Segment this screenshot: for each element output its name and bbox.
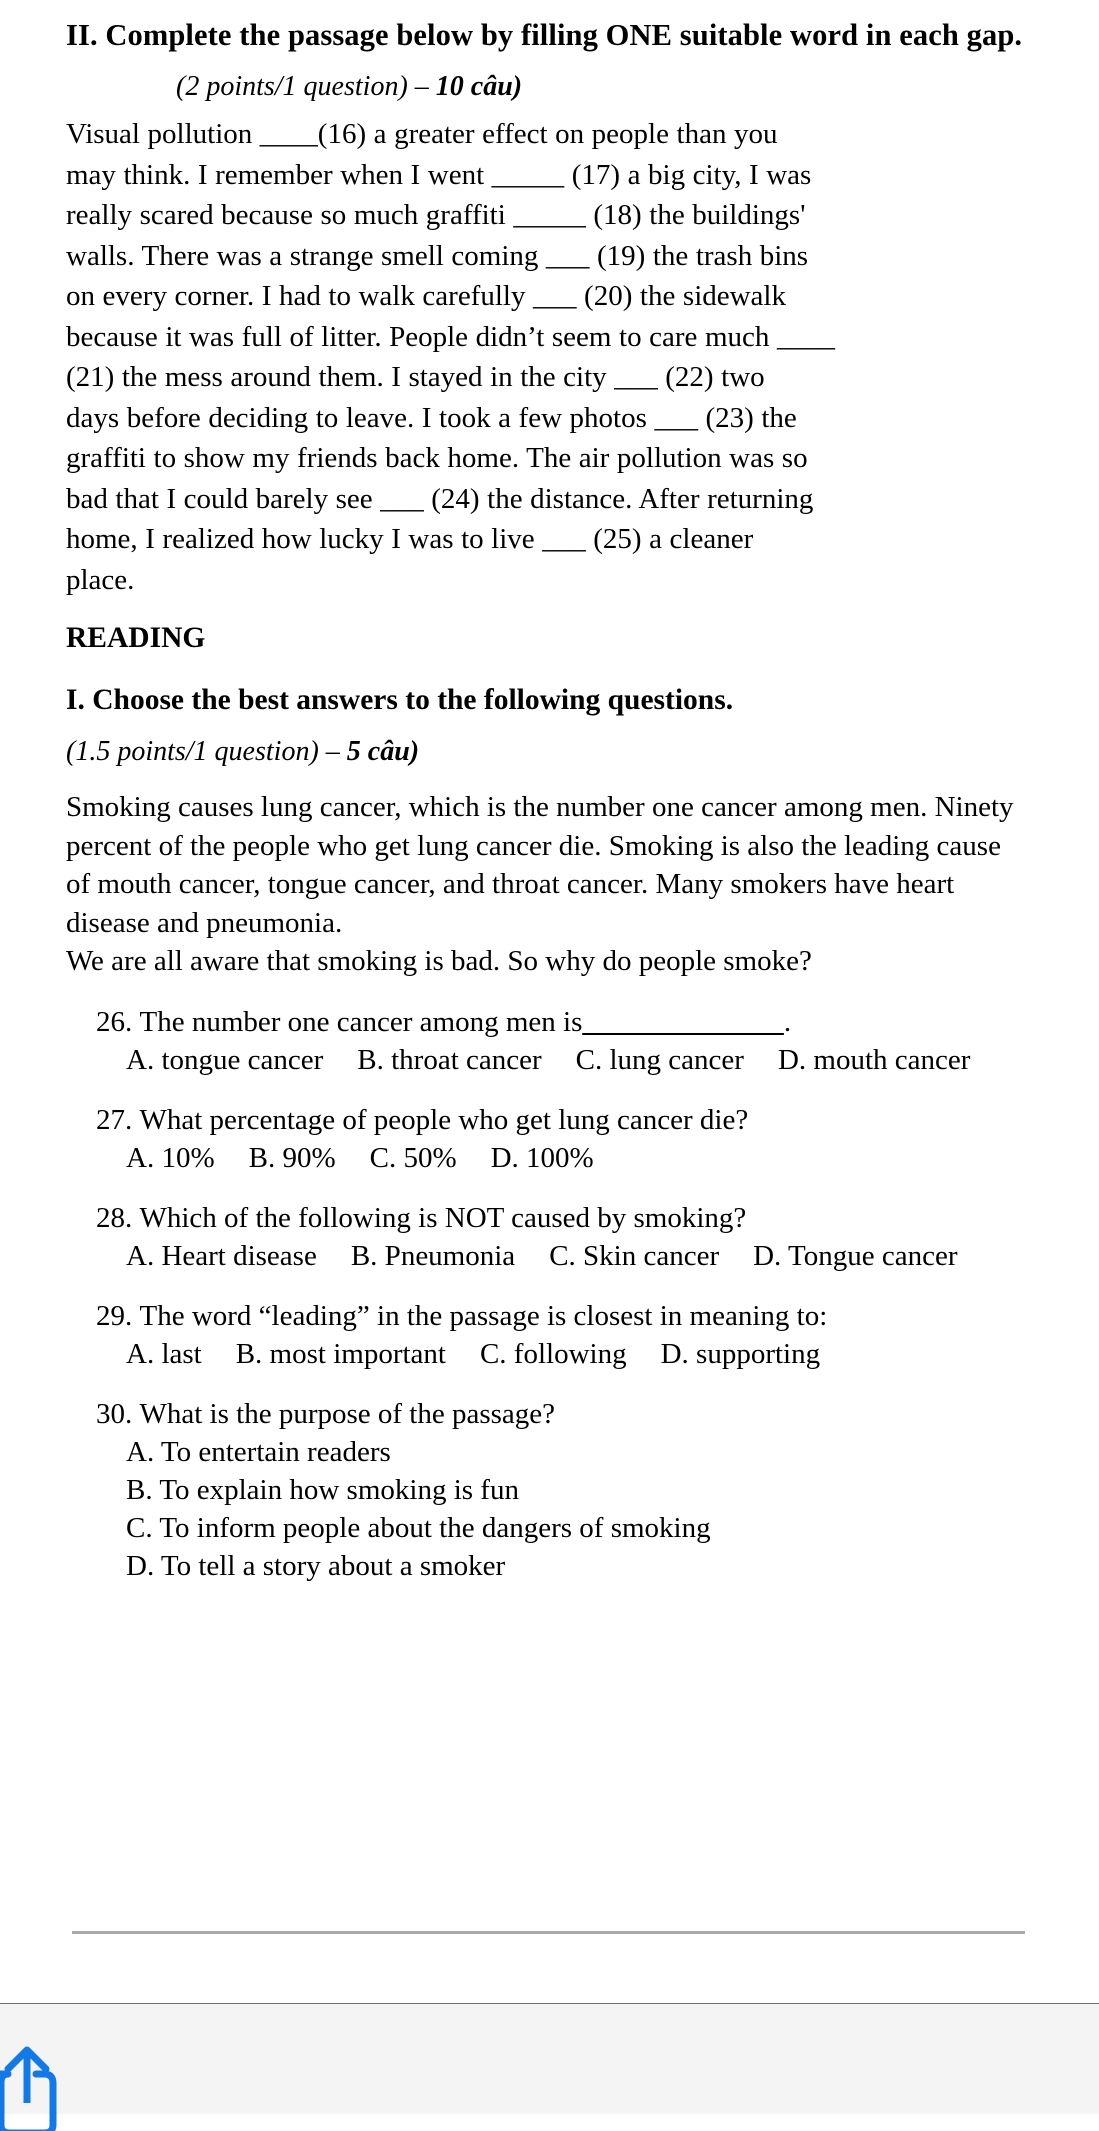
option-a[interactable]: A. 10% xyxy=(126,1141,215,1174)
reading-points xyxy=(66,732,1025,772)
question-28-stem xyxy=(96,1199,1025,1237)
option-d[interactable]: D. 100% xyxy=(490,1141,594,1174)
question-30-text: What is the purpose of the passage? xyxy=(139,1397,556,1430)
passage-line: bad that I could barely see ___ (24) the distance. After returning xyxy=(66,482,814,515)
passage-line: really scared because so much graffiti _____ (18) the buildings' xyxy=(66,199,806,231)
passage-line: may think. I remember when I went _____ (17) a big city, I was xyxy=(66,158,812,191)
section-ii-points-bold: 10 câu) xyxy=(435,71,523,102)
question-26-text: The number one cancer among men is xyxy=(139,1005,583,1038)
share-icon[interactable] xyxy=(0,2041,70,2131)
question-27-number: 27. xyxy=(96,1103,133,1136)
option-a[interactable]: A. To entertain readers xyxy=(126,1435,391,1468)
passage-line: Visual pollution ____(16) a greater effect on people than you xyxy=(66,118,778,150)
question-27-options xyxy=(96,1139,1025,1177)
option-c[interactable]: C. lung cancer xyxy=(575,1043,744,1076)
question-29-stem xyxy=(96,1297,1025,1335)
option-b[interactable]: B. 90% xyxy=(248,1141,336,1174)
passage-line: because it was full of litter. People didn’t seem to care much ____ xyxy=(66,320,835,353)
question-28-options xyxy=(96,1237,1025,1275)
question-27-text: What percentage of people who get lung cancer die? xyxy=(139,1103,749,1136)
question-26-options xyxy=(96,1041,1025,1079)
passage-line: (21) the mess around them. I stayed in the city ___ (22) two xyxy=(66,361,765,393)
option-a[interactable]: A. Heart disease xyxy=(126,1239,317,1272)
reading-instruction: I. Choose the best answers to the following questions. xyxy=(66,684,734,716)
reading-points-bold: 5 câu) xyxy=(346,736,420,767)
passage-line: on every corner. I had to walk carefully ___ (20) the sidewalk xyxy=(66,280,786,312)
option-c[interactable]: C. To inform people about the dangers of smoking xyxy=(126,1511,711,1544)
bottom-toolbar xyxy=(0,2003,1099,2114)
reading-points-prefix: (1.5 points/1 question) – xyxy=(66,736,347,767)
passage-line: walls. There was a strange smell coming ___ (19) the trash bins xyxy=(66,239,809,272)
question-28 xyxy=(66,1199,1025,1275)
passage-line: graffiti to show my friends back home. The air pollution was so xyxy=(66,442,808,474)
question-30-stem xyxy=(96,1395,1025,1433)
reading-paragraph-2: We are all aware that smoking is bad. So why do people smoke? xyxy=(66,945,812,977)
question-28-text: Which of the following is NOT caused by smoking? xyxy=(139,1201,747,1234)
question-27-stem xyxy=(96,1101,1025,1139)
question-29-text: The word “leading” in the passage is closest in meaning to: xyxy=(139,1299,828,1332)
question-29 xyxy=(66,1297,1025,1373)
option-d[interactable]: D. supporting xyxy=(660,1337,821,1370)
option-c[interactable]: C. 50% xyxy=(369,1141,457,1174)
option-d[interactable]: D. mouth cancer xyxy=(777,1043,971,1076)
horizontal-rule xyxy=(72,1931,1025,1934)
reading-paragraph-1: Smoking causes lung cancer, which is the number one cancer among men. Ninety percent of the people who get lung cancer die. Smoking is also the leading cause of mouth cancer, tongue cancer, and throat cancer. Many smokers have heart disease and pneumonia. xyxy=(66,791,1014,939)
question-29-number: 29. xyxy=(96,1299,133,1332)
reading-passage xyxy=(66,788,1025,981)
question-30-options xyxy=(96,1433,1025,1585)
option-b[interactable]: B. To explain how smoking is fun xyxy=(126,1473,519,1506)
reading-section-title: READING xyxy=(66,622,206,654)
question-26-period: . xyxy=(783,1005,792,1038)
gapfill-passage xyxy=(66,114,1025,600)
section-ii-points-prefix: (2 points/1 question) – xyxy=(176,71,436,102)
option-a[interactable]: A. last xyxy=(126,1337,202,1370)
question-29-options xyxy=(96,1335,1025,1373)
question-26-stem xyxy=(96,1003,1025,1041)
question-30-number: 30. xyxy=(96,1397,133,1430)
question-27 xyxy=(66,1101,1025,1177)
option-b[interactable]: B. most important xyxy=(235,1337,446,1370)
option-c[interactable]: C. Skin cancer xyxy=(549,1239,720,1272)
option-b[interactable]: B. throat cancer xyxy=(357,1043,542,1076)
question-30 xyxy=(66,1395,1025,1585)
question-26-number: 26. xyxy=(96,1005,133,1038)
option-c[interactable]: C. following xyxy=(479,1337,627,1370)
passage-line: place. xyxy=(66,563,135,596)
option-a[interactable]: A. tongue cancer xyxy=(126,1043,324,1076)
question-26-blank[interactable]: _____________ xyxy=(582,1005,784,1038)
passage-line: days before deciding to leave. I took a few photos ___ (23) the xyxy=(66,401,797,434)
section-ii-points xyxy=(66,66,1025,108)
option-d[interactable]: D. Tongue cancer xyxy=(753,1239,958,1272)
question-26 xyxy=(66,1003,1025,1079)
option-b[interactable]: B. Pneumonia xyxy=(350,1239,516,1272)
option-d[interactable]: D. To tell a story about a smoker xyxy=(126,1549,506,1582)
question-28-number: 28. xyxy=(96,1201,133,1234)
passage-line: home, I realized how lucky I was to live ___ (25) a cleaner xyxy=(66,523,754,555)
section-ii-heading: II. Complete the passage below by filling ONE suitable word in each gap. xyxy=(66,18,1023,52)
